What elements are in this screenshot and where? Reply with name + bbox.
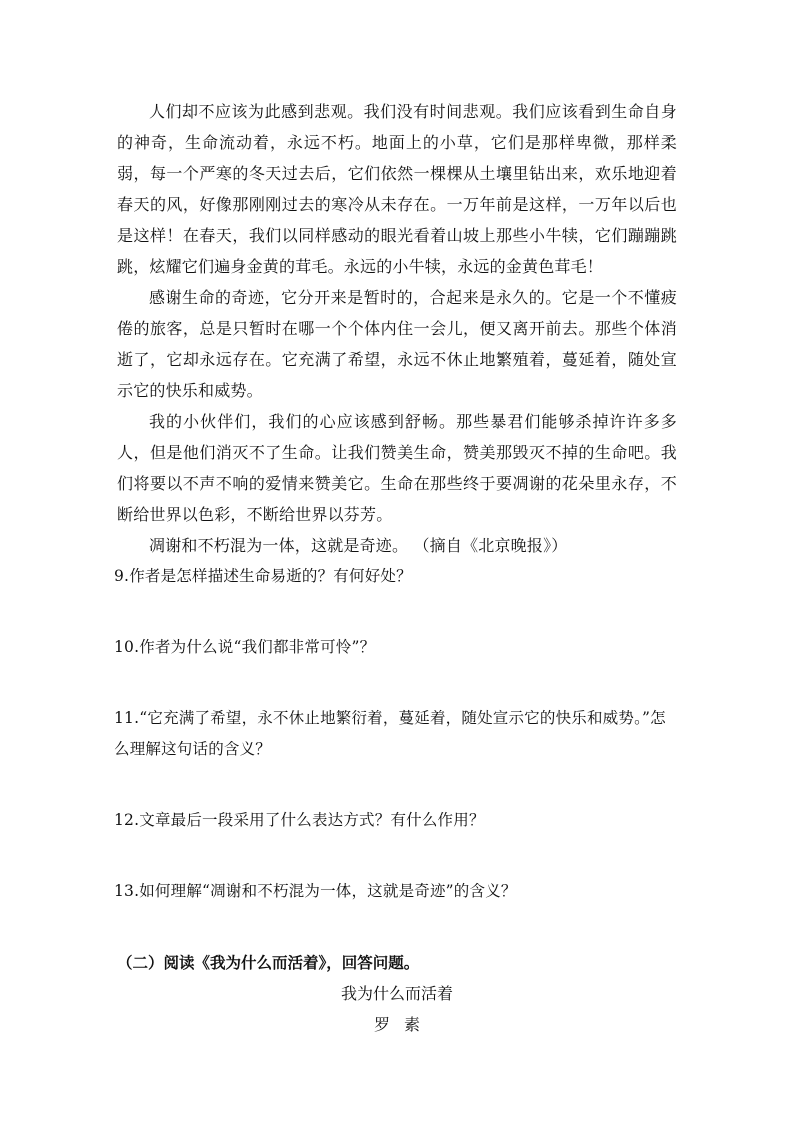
paragraph-3: 我的小伙伴们，我们的心应该感到舒畅。那些暴君们能够杀掉许许多多人，但是他们消灭不了生命。让我们赞美生命，赞美那毁灭不掉的生命吧。我们将要以不声不响的爱情来赞美它。生命在那些终于要凋谢的花朵里永存，不断给世界以色彩，不断给世界以芬芳。 — [117, 412, 677, 524]
answer-space — [117, 907, 677, 947]
answer-space — [117, 765, 677, 805]
article-title: 我为什么而活着 — [340, 984, 453, 1003]
answer-space — [117, 592, 677, 632]
question-10: 10.作者为什么说“我们都非常可怜”？ — [114, 638, 376, 656]
paragraph-2: 感谢生命的奇迹，它分开来是暂时的，合起来是永久的。它是一个不懂疲倦的旅客，总是只暂时在哪一个个体内住一会儿，便又离开前去。那些个体消逝了，它却永远存在。它充满了希望，永远不休止地繁殖着，蔓延着，随处宣示它的快乐和威势。 — [117, 288, 677, 400]
article-author: 罗素 — [373, 1015, 434, 1034]
paragraph-4: 凋谢和不朽混为一体，这就是奇迹。 （摘自《北京晚报》） — [149, 536, 568, 555]
document-page — [114, 96, 677, 1040]
answer-space — [117, 836, 677, 876]
question-12: 12.文章最后一段采用了什么表达方式？有什么作用？ — [114, 811, 485, 829]
section-heading: （二）阅读《我为什么而活着》，回答问题。 — [117, 953, 420, 972]
answer-space — [117, 663, 677, 703]
question-11: 11.“它充满了希望，永不休止地繁衍着，蔓延着，随处宣示它的快乐和威势。”怎么理解这句话的含义？ — [114, 709, 666, 758]
question-9: 9.作者是怎样描述生命易逝的？有何好处？ — [114, 567, 412, 585]
paragraph-1: 人们却不应该为此感到悲观。我们没有时间悲观。我们应该看到生命自身的神奇，生命流动着，永远不朽。地面上的小草，它们是那样卑微，那样柔弱，每一个严寒的冬天过去后，它们依然一棵棵从土壤里钻出来，欢乐地迎着春天的风，好像那刚刚过去的寒冷从未存在。一万年前是这样，一万年以后也是这样！在春天，我们以同样感动的眼光看着山坡上那些小牛犊，它们蹦蹦跳跳，炫耀它们遍身金黄的茸毛。永远的小牛犊，永远的金黄色茸毛！ — [117, 102, 677, 276]
question-13: 13.如何理解“凋谢和不朽混为一体，这就是奇迹”的含义？ — [114, 882, 517, 900]
